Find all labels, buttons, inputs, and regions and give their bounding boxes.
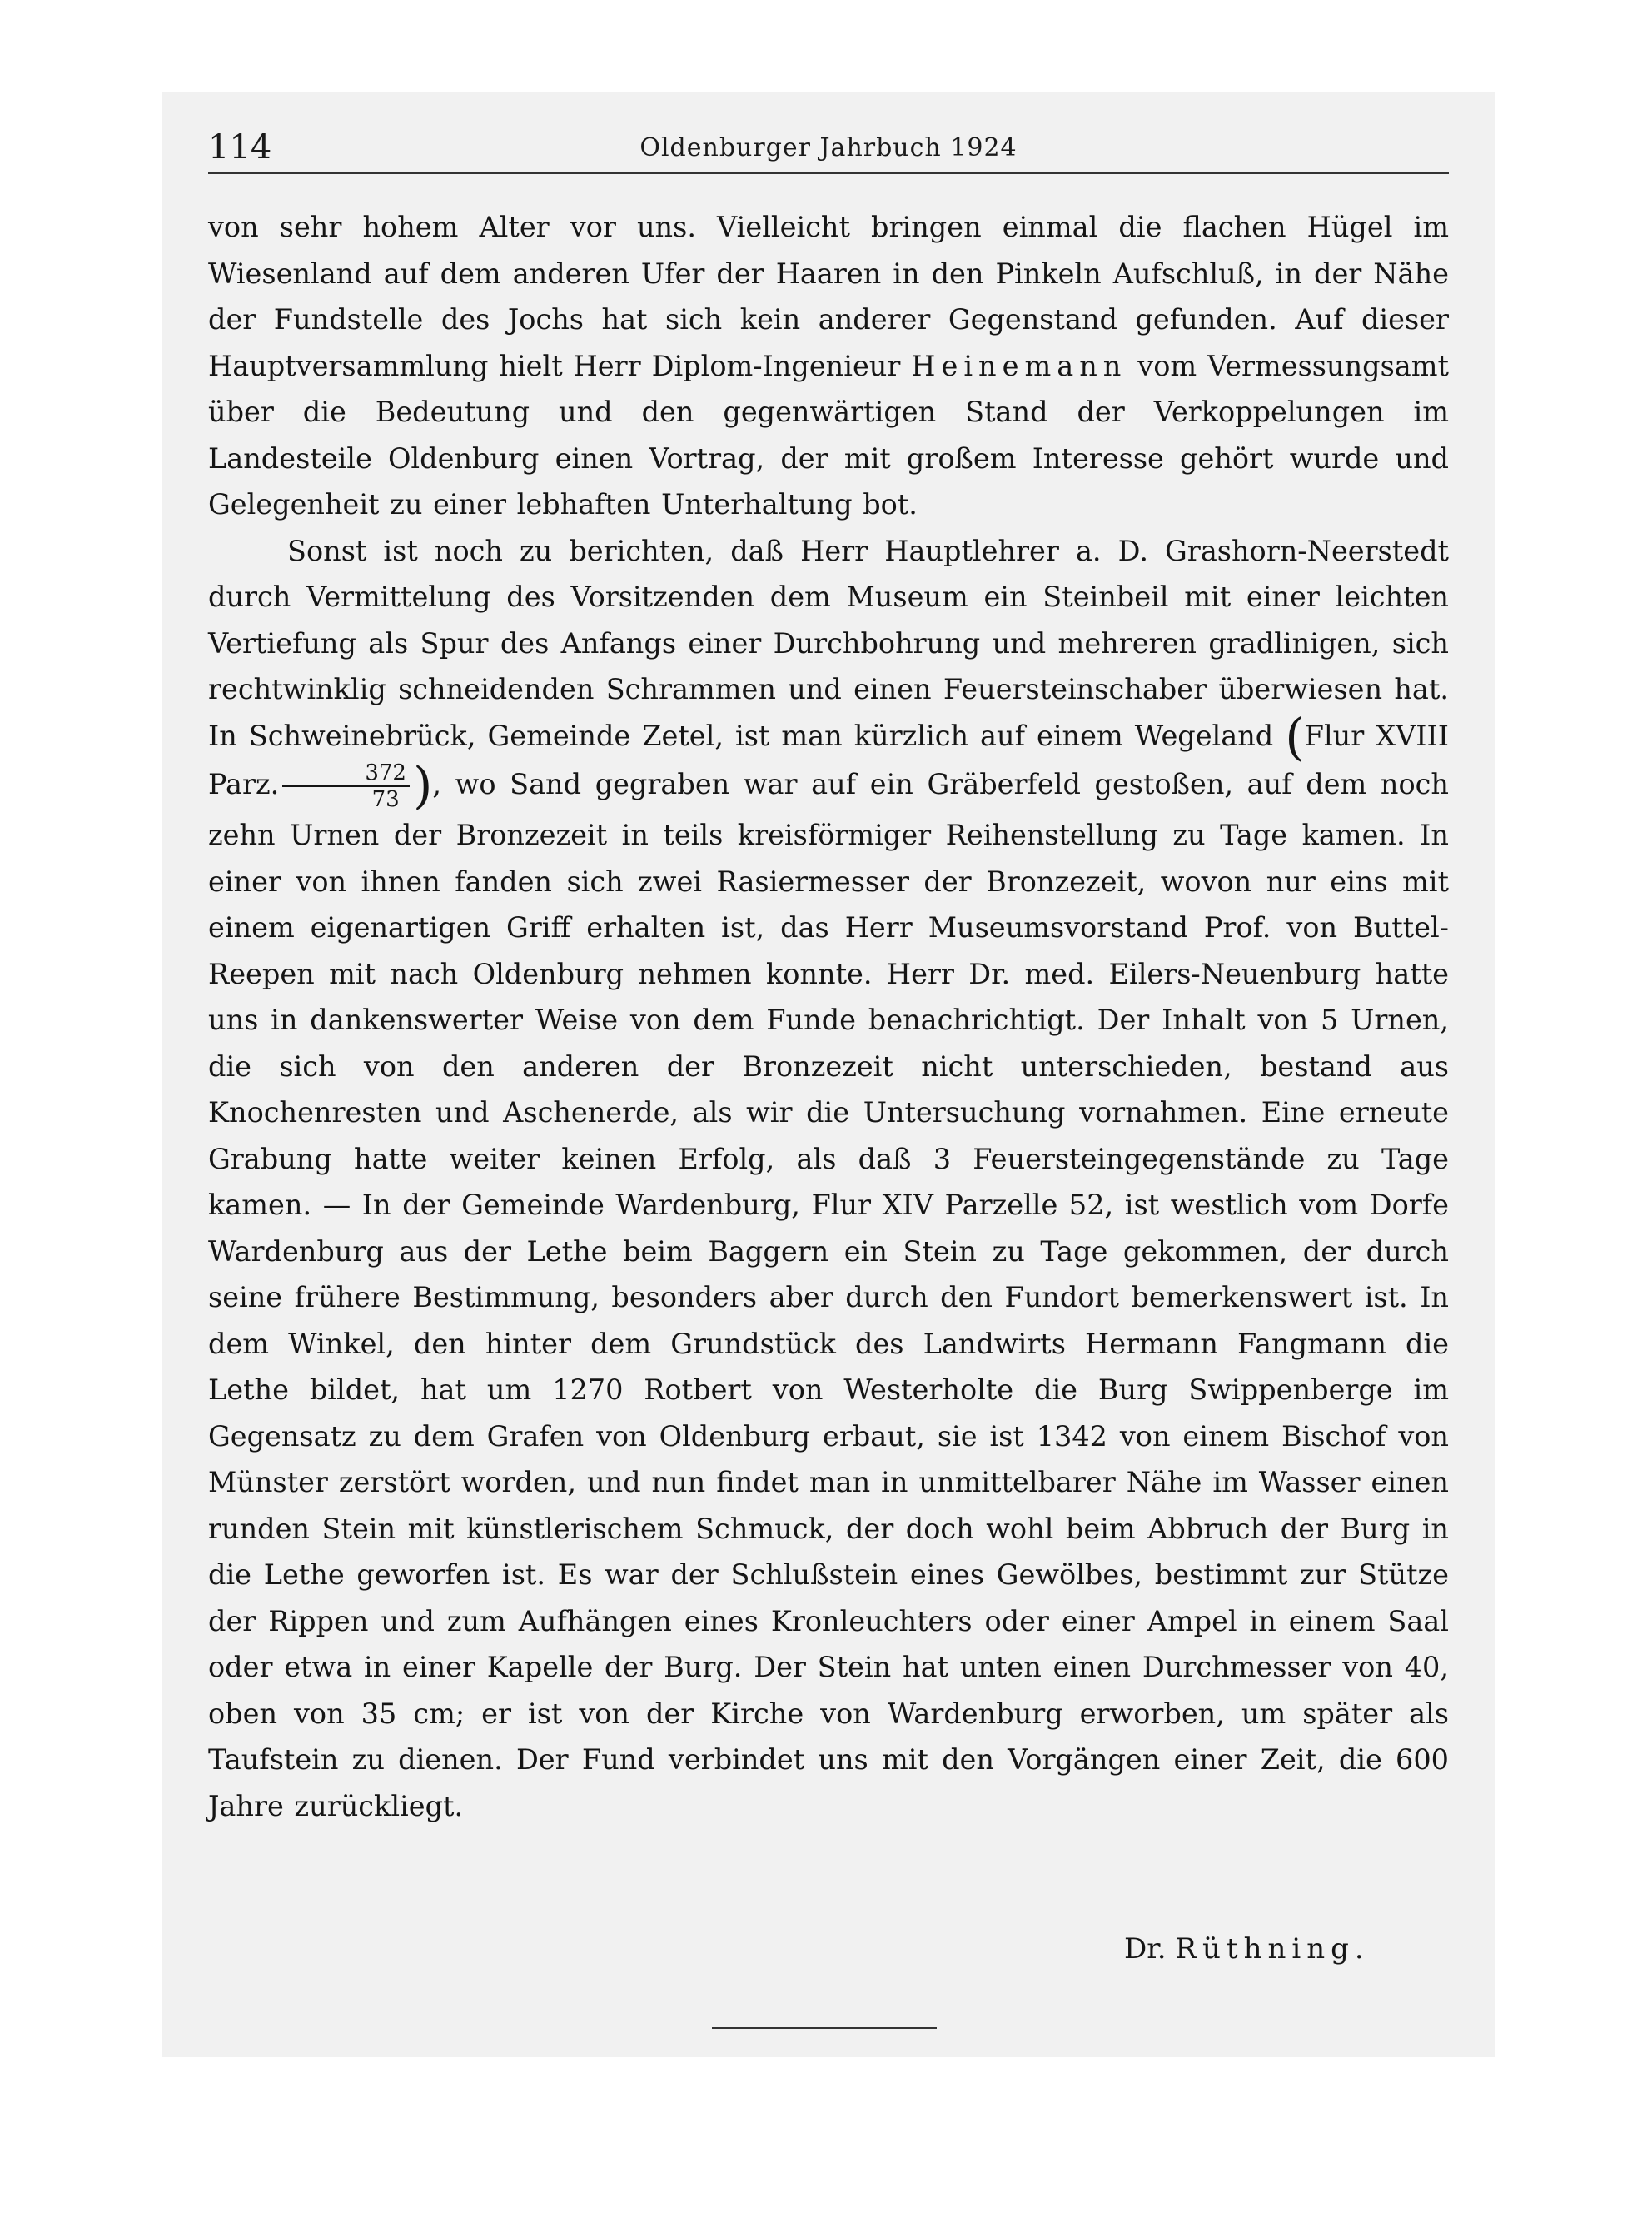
- end-rule: [712, 2027, 937, 2029]
- article-body: [208, 204, 1449, 1829]
- paragraph-1: [208, 204, 1449, 528]
- paragraph-1-rest: vom Vermessungsamt über die Bedeutung und den gegenwärtigen Stand der Verkoppelungen im Landesteile Oldenburg einen Vortrag, der mit großem Interesse gehört wurde und Gelegenheit zu einer lebhaften Unterhaltung bot.: [208, 349, 1449, 521]
- spaced-name-heinemann: Heinemann: [911, 349, 1127, 382]
- signature-title: Dr.: [1124, 1932, 1167, 1966]
- paragraph-2-text-b: , wo Sand gegraben war auf ein Gräberfeld gestoßen, auf dem noch zehn Urnen der Bronzezeit in teils kreisförmiger Reihenstellung zu Tage kamen. In einer von ihnen fanden sich zwei Rasiermesser der Bronzezeit, wovon nur eins mit einem eigenartigen Griff erhalten ist, das Herr Museumsvorstand Prof. von Buttel-Reepen mit nach Oldenburg nehmen konnte. Herr Dr. med. Eilers-Neuenburg hatte uns in dankenswerter Weise von dem Funde benachrichtigt. Der Inhalt von 5 Urnen, die sich von den anderen der Bronzezeit nicht unterschieden, bestand aus Knochenresten und Aschenerde, als wir die Untersuchung vornahmen. Eine erneute Grabung hatte weiter keinen Erfolg, als daß 3 Feuersteingegenstände zu Tage kamen. — In der Gemeinde Wardenburg, Flur XIV Parzelle 52, ist westlich vom Dorfe Wardenburg aus der Lethe beim Baggern ein Stein zu Tage gekommen, der durch seine frühere Bestimmung, besonders aber durch den Fundort bemerkenswert ist. In dem Winkel, den hinter dem Grundstück des Landwirts Hermann Fangmann die Lethe bildet, hat um 1270 Rotbert von Westerholte die Burg Swippenberge im Gegensatz zu dem Grafen von Oldenburg erbaut, sie ist 1342 von einem Bischof von Münster zerstört worden, und nun findet man in unmittelbarer Nähe im Wasser einen runden Stein mit künstlerischem Schmuck, der doch wohl beim Abbruch der Burg in die Lethe geworfen ist. Es war der Schlußstein eines Gewölbes, bestimmt zur Stütze der Rippen und zum Aufhängen eines Kronleuchters oder einer Ampel in einem Saal oder etwa in einer Kapelle der Burg. Der Stein hat unten einen Durchmesser von 40, oben von 35 cm; er ist von der Kirche von Wardenburg erworben, um später als Taufstein zu dienen. Der Fund verbindet uns mit den Vorgängen einer Zeit, die 600 Jahre zurückliegt.: [208, 768, 1449, 1822]
- paren-close: ): [412, 756, 433, 815]
- flur-reference: Flur XVIII Parz.: [208, 719, 1450, 800]
- header-rule: [208, 172, 1449, 174]
- page-header: [208, 125, 1449, 175]
- fraction-numerator: 372: [282, 760, 410, 787]
- paragraph-1-text: von sehr hohem Alter vor uns. Vielleicht bringen einmal die flachen Hügel im Wiesenland auf dem anderen Ufer der Haaren in den Pinkeln Aufschluß, in der Nähe der Fundstelle des Jochs hat sich kein anderer Gegenstand gefunden. Auf dieser Hauptversammlung hielt Herr Diplom-Ingenieur: [208, 211, 1449, 382]
- parcel-fraction: [282, 760, 410, 812]
- paren-open: (: [1285, 708, 1305, 766]
- paragraph-2: [208, 528, 1449, 1830]
- page-number: 114: [208, 128, 272, 167]
- running-title: Oldenburger Jahrbuch 1924: [639, 133, 1018, 162]
- author-signature: [1124, 1932, 1370, 1966]
- fraction-denominator: 73: [371, 787, 400, 812]
- signature-name: Rüthning.: [1175, 1932, 1370, 1966]
- paragraph-2-text-a: Sonst ist noch zu berichten, daß Herr Hauptlehrer a. D. Grashorn-Neerstedt durch Vermittelung des Vorsitzenden dem Museum ein Steinbeil mit einer leichten Vertiefung als Spur des Anfangs einer Durchbohrung und mehreren gradlinigen, sich rechtwinklig schneidenden Schrammen und einen Feuersteinschaber überwiesen hat. In Schweinebrück, Gemeinde Zetel, ist man kürzlich auf einem Wegeland: [208, 534, 1449, 752]
